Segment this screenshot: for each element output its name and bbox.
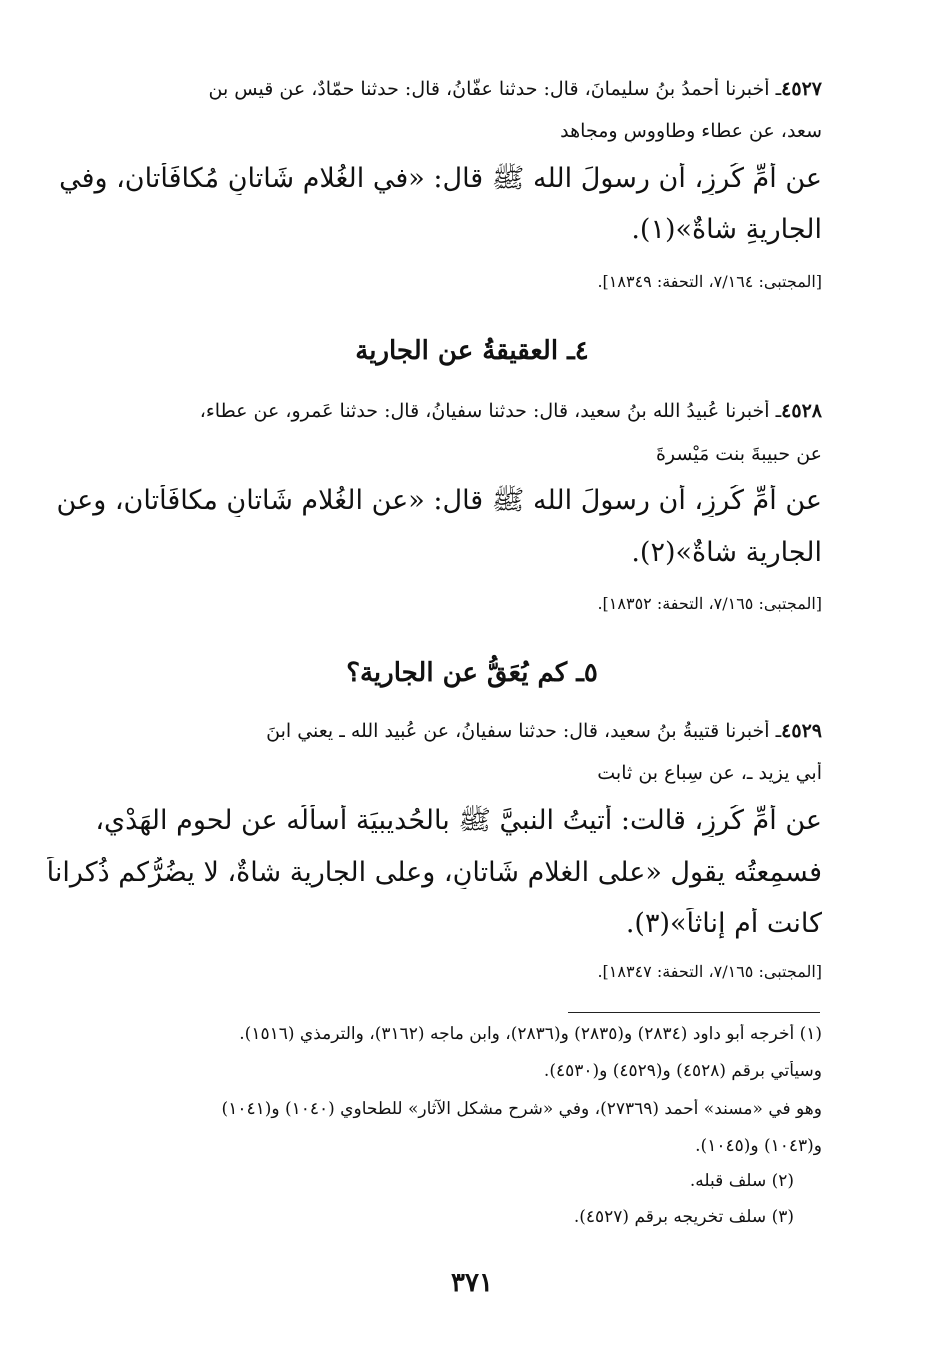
footnote-line: وسيأتي برقم (٤٥٢٨) و(٤٥٢٩) و(٤٥٣٠). [543,1061,822,1081]
hadith-number: ٤٥٢٩ [781,720,822,742]
hadith-isnad-line: ٤٥٢٩ـ أخبرنا قتيبةُ بنُ سعيد، قال: حدثنا سفيانُ، عن عُبيد الله ـ يعني ابنَ [266,720,822,742]
hadith-matn-line: فسمِعتُه يقول «على الغلام شَاتانِ، وعلى الجارية شاةٌ، لا يضُرُّكم ذُكراناً [46,857,822,888]
hadith-number: ٤٥٢٨ [781,400,822,422]
hadith-isnad-line: ٤٥٢٧ـ أخبرنا أحمدُ بنُ سليمانَ، قال: حدثنا عفّانُ، قال: حدثنا حمّادٌ، عن قيس بن [208,78,822,100]
footnote-separator [568,1012,820,1013]
hadith-reference: [المجتبى: ٧/١٦٤، التحفة: ١٨٣٤٩]. [597,272,822,291]
hadith-isnad-line: عن حبيبةَ بنت مَيْسرةَ [655,443,822,465]
footnote-line: (٣) سلف تخريجه برقم (٤٥٢٧). [573,1207,794,1227]
hadith-isnad-line: ٤٥٢٨ـ أخبرنا عُبيدُ الله بنُ سعيد، قال: حدثنا سفيانُ، قال: حدثنا عَمرو، عن عطاء، [199,400,822,422]
hadith-reference: [المجتبى: ٧/١٦٥، التحفة: ١٨٣٥٢]. [597,594,822,613]
hadith-matn-line: الجاريةِ شاةٌ»(١). [631,214,822,245]
hadith-matn-line: عن أُمِّ كُرزٍ، أن رسولَ الله ﷺ قال: «عن الغُلام شَاتانِ مكافَأتان، وعن [56,485,822,516]
hadith-number: ٤٥٢٧ [781,78,822,100]
hadith-matn-line: عن أُمِّ كُرزٍ، أن رسولَ الله ﷺ قال: «في الغُلام شَاتانِ مُكافَأتان، وفي [59,163,822,194]
footnote-line: و(١٠٤٣) و(١٠٤٥). [695,1136,822,1156]
footnote-line: (٢) سلف قبله. [689,1171,794,1191]
section-heading: ٤ـ العقيقةُ عن الجارية [355,336,589,366]
page-number: ٣٧١ [451,1268,493,1298]
footnote-line: وهو في «مسند» أحمد (٢٧٣٦٩)، وفي «شرح مشكل الآثار» للطحاوي (١٠٤٠) و(١٠٤١) [221,1099,822,1119]
hadith-isnad-line: أبي يزيد ـ، عن سِباع بن ثابت [597,762,822,784]
section-heading: ٥ـ كم يُعَقُّ عن الجارية؟ [346,658,598,688]
hadith-reference: [المجتبى: ٧/١٦٥، التحفة: ١٨٣٤٧]. [597,962,822,981]
hadith-isnad-line: سعد، عن عطاء وطاووسٍ ومجاهد [560,120,822,142]
hadith-matn-line: عن أُمِّ كُرزٍ، قالت: أتيتُ النبيَّ ﷺ بالحُديبيَة أسألُه عن لحوم الهَدْي، [95,805,822,836]
hadith-matn-line: كانت أم إناثاً»(٣). [625,908,822,939]
hadith-matn-line: الجارية شاةٌ»(٢). [631,537,822,568]
footnote-line: (١) أخرجه أبو داود (٢٨٣٤) و(٢٨٣٥) و(٢٨٣٦)، وابن ماجه (٣١٦٢)، والترمذي (١٥١٦). [239,1024,822,1044]
